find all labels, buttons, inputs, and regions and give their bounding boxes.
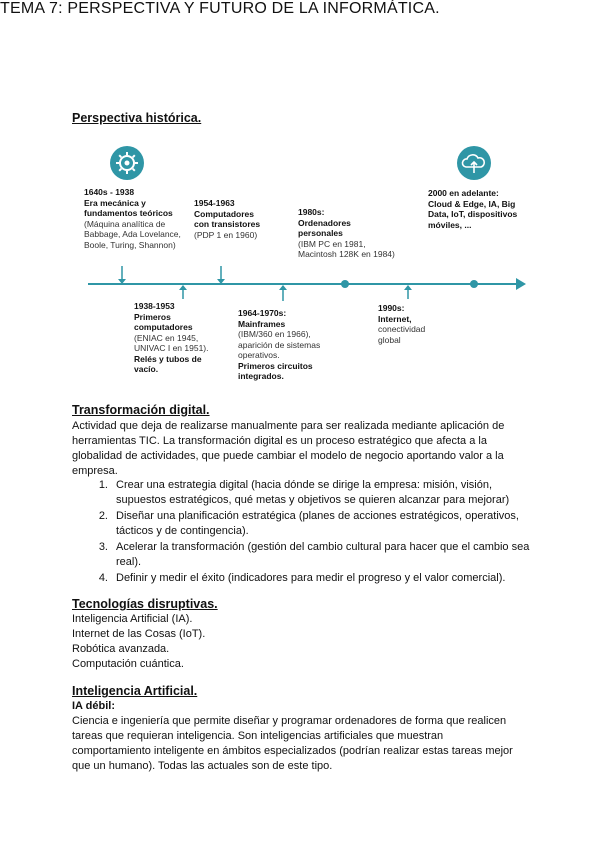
timeline-event-1: 1640s - 1938 Era mecánica y fundamentos teóricos (Máquina analítica de Babbage, Ada Lovelance, Boole, Turing, Shannon): [84, 187, 181, 250]
list-item: Robótica avanzada.: [72, 643, 170, 655]
disruptive-list: [72, 612, 205, 672]
cloud-icon: [457, 146, 491, 180]
timeline-dot-5: [341, 280, 349, 288]
timeline-event-5: 1980s: Ordenadores personales (IBM PC en 1981, Macintosh 128K en 1984): [298, 207, 395, 259]
timeline-marker-6: [404, 285, 412, 290]
list-item: 2. Diseñar una planificación estratégica (planes de acciones estratégicos, operativos, tácticos y de contingencia).: [98, 510, 519, 537]
timeline-event-4: 1964-1970s: Mainframes (IBM/360 en 1966), aparición de sistemas operativos. Primeros circuitos integrados.: [238, 308, 321, 381]
digital-heading: Transformación digital.: [72, 403, 210, 417]
ai-heading: Inteligencia Artificial.: [72, 684, 198, 698]
list-item: 4. Definir y medir el éxito (indicadores para medir el progreso y el valor comercial).: [98, 572, 506, 584]
list-item: Inteligencia Artificial (IA).: [72, 613, 193, 625]
timeline-event-3: 1954-1963 Computadores con transistores (PDP 1 en 1960): [194, 198, 261, 240]
ai-paragraph: Ciencia e ingeniería que permite diseñar y programar ordenadores de forma que realicen tareas que requieran inteligencia. Son inteligencias artificiales que muestran comportamiento inteligente en ámbitos especializados (podrían realizar estas tareas mejor que un humano). Todas las actuales son de este tipo.: [72, 715, 513, 772]
gear-icon: [110, 146, 144, 180]
timeline-event-7: 2000 en adelante: Cloud & Edge, IA, Big Data, IoT, dispositivos móviles, ...: [428, 188, 518, 230]
list-item: 1. Crear una estrategia digital (hacia dónde se dirige la empresa: misión, visión, supuestos estratégicos, qué metas y objetivos se quieren alcanzar para mejorar): [98, 479, 510, 506]
timeline-event-2: 1938-1953 Primeros computadores (ENIAC en 1945, UNIVAC I en 1951). Relés y tubos de vacío.: [134, 301, 209, 374]
ai-subheading: IA débil:: [72, 700, 115, 712]
timeline-arrowhead: [516, 278, 526, 290]
list-item: Internet de las Cosas (IoT).: [72, 628, 206, 640]
list-item: 3. Acelerar la transformación (gestión del cambio cultural para hacer que el cambio sea real).: [98, 541, 530, 568]
disruptive-heading: Tecnologías disruptivas.: [72, 597, 218, 611]
timeline-event-6: 1990s: Internet, conectividad global: [378, 303, 426, 345]
timeline-marker-2: [179, 285, 187, 290]
timeline-marker-4: [279, 285, 287, 290]
digital-intro: Actividad que deja de realizarse manualmente para ser realizada mediante aplicación de herramientas TIC. La transformación digital es un proceso estratégico que afecta a la globalidad de actividades, que puede cambiar el modelo de negocio aportando valor a la empresa.: [72, 420, 505, 477]
digital-steps-list: [72, 478, 532, 587]
page-title: TEMA 7: PERSPECTIVA Y FUTURO DE LA INFORMÁTICA.: [0, 0, 440, 17]
timeline-dot-7: [470, 280, 478, 288]
historical-heading: Perspectiva histórica.: [72, 111, 202, 125]
list-item: Computación cuántica.: [72, 658, 184, 670]
